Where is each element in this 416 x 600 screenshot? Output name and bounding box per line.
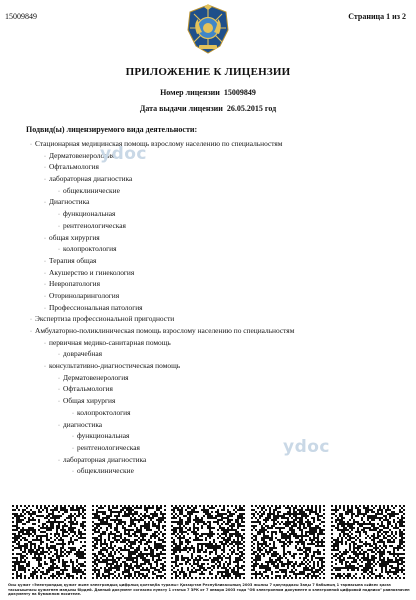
list-item-text: консультативно-диагностическая помощь <box>49 361 181 371</box>
list-item <box>0 255 416 267</box>
list-item-text: диагностика <box>63 419 103 429</box>
page-indicator: Страница 1 из 2 <box>348 12 406 21</box>
list-item-text: Экспертиза профессиональной пригодности <box>35 314 175 324</box>
watermark: ydoc <box>100 144 148 164</box>
bullet-icon: · <box>58 247 60 254</box>
bullet-icon: · <box>72 445 74 452</box>
list-item <box>0 220 416 232</box>
bullet-icon: · <box>44 200 46 207</box>
list-item-text: рентгенологическая <box>63 220 126 230</box>
qr-code <box>171 505 245 579</box>
license-date-value: 26.05.2015 год <box>226 104 277 113</box>
bullet-icon: · <box>72 434 74 441</box>
bullet-icon: · <box>72 469 74 476</box>
activity-list <box>0 138 416 477</box>
document-title: ПРИЛОЖЕНИЕ К ЛИЦЕНЗИИ <box>125 66 291 78</box>
list-item <box>0 208 416 220</box>
list-item <box>0 383 416 395</box>
list-item <box>0 337 416 349</box>
qr-code <box>92 505 166 579</box>
list-item <box>0 290 416 302</box>
list-item-text: колопроктология <box>63 244 117 254</box>
list-item-text: Общая хирургия <box>63 396 116 406</box>
list-item <box>0 267 416 279</box>
list-item-text: Дерматовенерология <box>49 150 115 160</box>
list-item-text: Акушерство и гинекология <box>49 267 135 277</box>
license-number-value: 15009849 <box>223 88 256 97</box>
bullet-icon: · <box>58 223 60 230</box>
bullet-icon: · <box>58 188 60 195</box>
list-item <box>0 325 416 337</box>
list-item <box>0 302 416 314</box>
list-item <box>0 185 416 197</box>
list-item <box>0 313 416 325</box>
list-item-text: общеклинические <box>77 466 134 476</box>
list-item-text: лабораторная диагностика <box>49 174 133 184</box>
list-item-text: Офтальмология <box>63 384 113 394</box>
list-item <box>0 419 416 431</box>
list-item <box>0 454 416 466</box>
state-emblem-icon <box>186 4 230 54</box>
bullet-icon: · <box>44 364 46 371</box>
list-item-text: Терапия общая <box>49 255 97 265</box>
bullet-icon: · <box>30 329 32 335</box>
bullet-icon: · <box>58 375 60 382</box>
list-item <box>0 430 416 442</box>
list-item <box>0 173 416 185</box>
qr-code <box>12 505 86 579</box>
bullet-icon: · <box>58 352 60 359</box>
bullet-icon: · <box>44 153 46 160</box>
bullet-icon: · <box>58 399 60 406</box>
bullet-icon: · <box>44 305 46 312</box>
list-item-text: колопроктология <box>77 407 131 417</box>
list-item-text: рентгенологическая <box>77 442 140 452</box>
bullet-icon: · <box>58 457 60 464</box>
list-item <box>0 138 416 150</box>
license-number-line <box>0 88 416 97</box>
list-item-text: Профессиональная патология <box>49 302 143 312</box>
list-item <box>0 348 416 360</box>
list-item <box>0 161 416 173</box>
list-item <box>0 196 416 208</box>
list-item-text: доврачебная <box>63 349 103 359</box>
qr-code <box>331 505 405 579</box>
bullet-icon: · <box>30 317 32 324</box>
bullet-icon: · <box>58 422 60 429</box>
list-item <box>0 407 416 419</box>
bullet-icon: · <box>44 340 46 347</box>
bullet-icon: · <box>44 258 46 265</box>
list-item <box>0 442 416 454</box>
list-item-text: первичная медико-санитарная помощь <box>49 337 171 347</box>
list-item-text: Офтальмология <box>49 162 99 172</box>
list-item <box>0 465 416 477</box>
list-item-text: функциональная <box>77 431 130 441</box>
list-item <box>0 232 416 244</box>
list-item-text: лабораторная диагностика <box>63 454 147 464</box>
list-item <box>0 372 416 384</box>
list-item <box>0 150 416 162</box>
qr-code <box>251 505 325 579</box>
document-number: 15009849 <box>5 12 37 21</box>
bullet-icon: · <box>72 410 74 417</box>
bullet-icon: · <box>44 235 46 242</box>
bullet-icon: · <box>44 177 46 184</box>
bullet-icon: · <box>58 387 60 394</box>
bullet-icon: · <box>44 293 46 300</box>
bullet-icon: · <box>58 212 60 219</box>
list-item-text: функциональная <box>63 209 116 219</box>
list-item-text: Стационарная медицинская помощь взрослому населению по специальностям <box>35 139 283 148</box>
bullet-icon: · <box>30 142 32 148</box>
list-item-text: Амбулаторно-поликлиническая помощь взрослому населению по специальностям <box>35 326 295 335</box>
bullet-icon: · <box>44 282 46 289</box>
section-title: Подвид(ы) лицензируемого вида деятельности: <box>26 125 198 134</box>
list-item-text: общеклинические <box>63 185 120 195</box>
list-item <box>0 243 416 255</box>
list-item <box>0 278 416 290</box>
license-date-label: Дата выдачи лицензии <box>139 104 223 113</box>
bullet-icon: · <box>44 165 46 172</box>
list-item-text: Оториноларингология <box>49 290 120 300</box>
list-item-text: общая хирургия <box>49 232 100 242</box>
bullet-icon: · <box>44 270 46 277</box>
license-date-line <box>0 104 416 113</box>
watermark: ydoc <box>283 437 331 457</box>
list-item-text: Диагностика <box>49 197 90 207</box>
list-item-text: Дерматовенерология <box>63 372 129 382</box>
list-item-text: Невропатология <box>49 279 101 289</box>
list-item <box>0 395 416 407</box>
legal-footnote: Осы құжат «Электрондық құжат және электрондық цифрлық қолтаңба туралы» Қазақстан Республикасының 2003 жылғы 7 қаңтардағы Заңы 7 бабының 1 тармағына сәйкес қағаз тасығыштағы құжатпен маңызы бірдей. Данный документ согласно пункту 1 статьи 7 ЗРК от 7 января 2003 года "Об электронном документе и электронной цифровой подписи" равнозначен документу на бумажном носителе. <box>8 583 410 597</box>
license-number-label: Номер лицензии <box>160 88 220 97</box>
list-item <box>0 360 416 372</box>
